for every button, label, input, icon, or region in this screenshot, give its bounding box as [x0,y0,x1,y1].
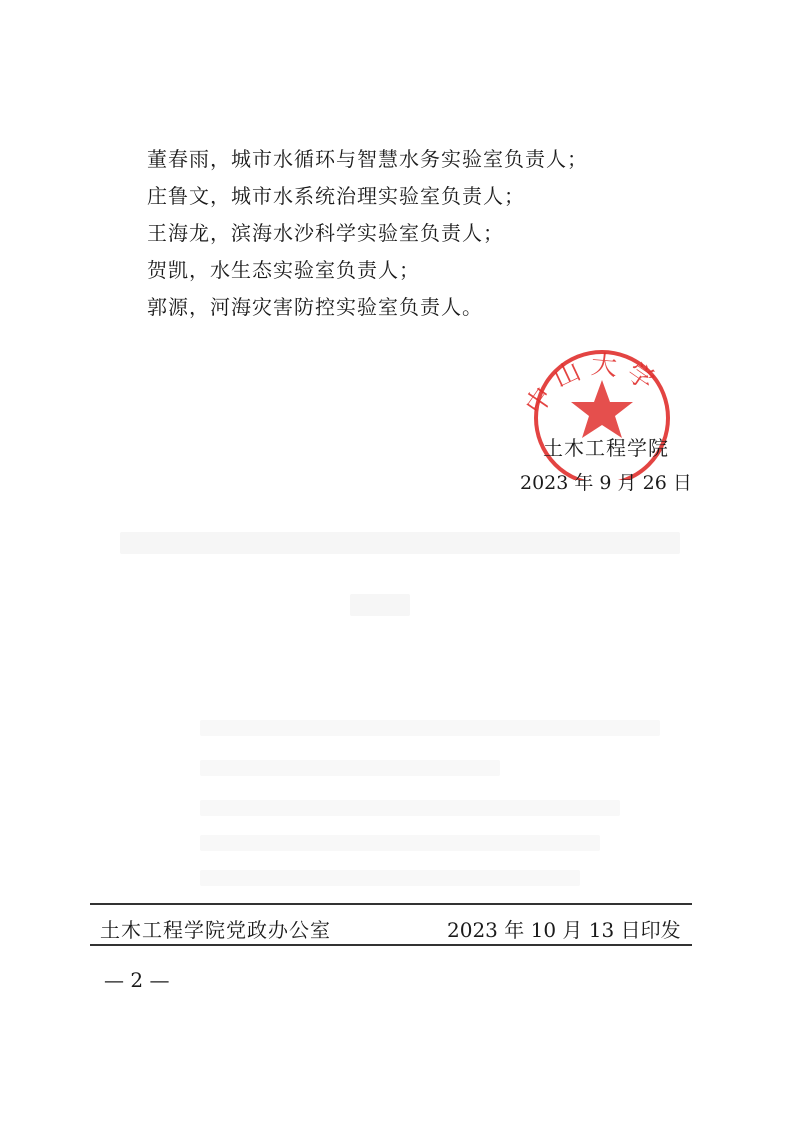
issuing-office: 土木工程学院党政办公室 [100,918,331,942]
page-number: — 2 — [104,968,170,992]
bleed-through-line [200,760,500,776]
body-line-4: 贺凯，水生态实验室负责人； [147,258,420,282]
bleed-through-line [200,800,620,816]
seal-star-icon [571,380,633,438]
footer-top-rule [90,903,692,905]
seal-text: 中山大学 [519,350,667,421]
bleed-through-line [200,720,660,736]
signing-organization: 土木工程学院 [543,436,669,460]
issue-date: 2023 年 10 月 13 日印发 [447,918,681,942]
signing-date: 2023 年 9 月 26 日 [520,472,692,494]
body-line-1: 董春雨，城市水循环与智慧水务实验室负责人； [147,147,588,171]
bleed-through-line [200,870,580,886]
footer-bottom-rule [90,944,692,946]
body-line-3: 王海龙，滨海水沙科学实验室负责人； [147,221,504,245]
body-line-2: 庄鲁文，城市水系统治理实验室负责人； [147,184,525,208]
bleed-through-subtitle [350,594,410,616]
bleed-through-title [120,532,680,554]
bleed-through-line [200,835,600,851]
body-line-5: 郭源，河海灾害防控实验室负责人。 [147,295,483,319]
